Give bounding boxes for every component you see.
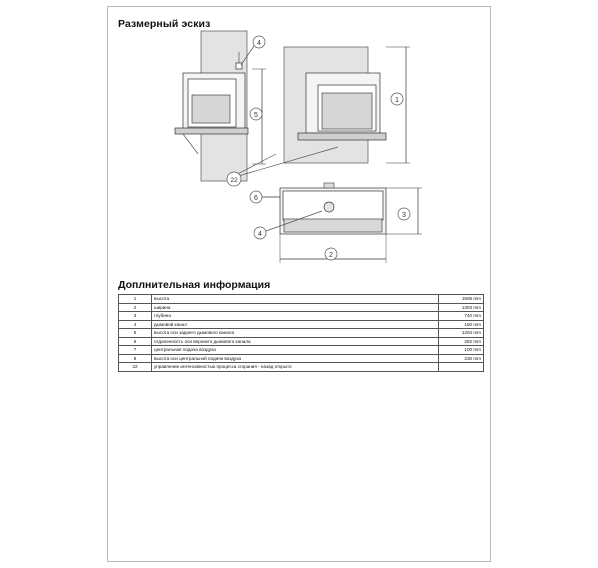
row-value: 150 mm bbox=[439, 320, 484, 329]
callout-6 bbox=[250, 191, 262, 203]
row-label: высота оси центральной подачи воздуха bbox=[152, 354, 439, 363]
row-label: высота bbox=[152, 295, 439, 304]
callout-label: 3 bbox=[402, 212, 406, 219]
row-label: ширина bbox=[152, 303, 439, 312]
row-number: 8 bbox=[119, 354, 152, 363]
top-view bbox=[256, 183, 422, 263]
row-label: глубина bbox=[152, 312, 439, 321]
row-value: 1303 mm bbox=[439, 303, 484, 312]
table-row bbox=[119, 346, 484, 355]
row-label: высота оси заднего дымового канала bbox=[152, 329, 439, 338]
row-number: 2 bbox=[119, 303, 152, 312]
row-label: отдаленность оси верхнего дымового канала bbox=[152, 337, 439, 346]
row-number: 5 bbox=[119, 329, 152, 338]
callout-label: 4 bbox=[257, 40, 261, 47]
callout-label: 5 bbox=[254, 112, 258, 119]
dimension-drawing bbox=[108, 7, 492, 277]
callout-22 bbox=[227, 172, 241, 186]
callout-1 bbox=[391, 93, 403, 105]
callout-4-bottom bbox=[254, 227, 266, 239]
sketch-title: Размерный эскиз bbox=[118, 18, 211, 30]
row-number: 1 bbox=[119, 295, 152, 304]
callout-5 bbox=[250, 108, 262, 120]
row-value: 740 mm bbox=[439, 312, 484, 321]
table-row bbox=[119, 354, 484, 363]
row-value: 230 mm bbox=[439, 354, 484, 363]
info-table bbox=[118, 294, 484, 372]
table-row bbox=[119, 329, 484, 338]
row-value bbox=[439, 363, 484, 372]
row-label: управление интенсивностью процесса сгорания - назад открыто bbox=[152, 363, 439, 372]
callout-label: 4 bbox=[258, 231, 262, 238]
row-number: 4 bbox=[119, 320, 152, 329]
callout-3 bbox=[398, 208, 410, 220]
table-row bbox=[119, 320, 484, 329]
row-value: 100 mm bbox=[439, 346, 484, 355]
row-number: 7 bbox=[119, 346, 152, 355]
callout-4-top bbox=[253, 36, 265, 48]
row-value: 1506 mm bbox=[439, 295, 484, 304]
row-label: центральная подача воздуха bbox=[152, 346, 439, 355]
row-number: 3 bbox=[119, 312, 152, 321]
row-value: 1204 mm bbox=[439, 329, 484, 338]
callout-label: 6 bbox=[254, 195, 258, 202]
callout-label: 1 bbox=[395, 97, 399, 104]
table-row bbox=[119, 363, 484, 372]
document-page bbox=[107, 6, 491, 562]
side-view bbox=[175, 31, 266, 181]
row-number: 6 bbox=[119, 337, 152, 346]
table-row bbox=[119, 295, 484, 304]
table-row bbox=[119, 303, 484, 312]
front-view bbox=[284, 47, 410, 163]
callout-label: 22 bbox=[230, 177, 238, 184]
callout-label: 2 bbox=[329, 252, 333, 259]
row-value: 282 mm bbox=[439, 337, 484, 346]
row-label: дымовой канал bbox=[152, 320, 439, 329]
table-row bbox=[119, 312, 484, 321]
info-title: Доплнительная информация bbox=[118, 279, 271, 291]
row-number: 22 bbox=[119, 363, 152, 372]
table-row bbox=[119, 337, 484, 346]
callout-2 bbox=[325, 248, 337, 260]
